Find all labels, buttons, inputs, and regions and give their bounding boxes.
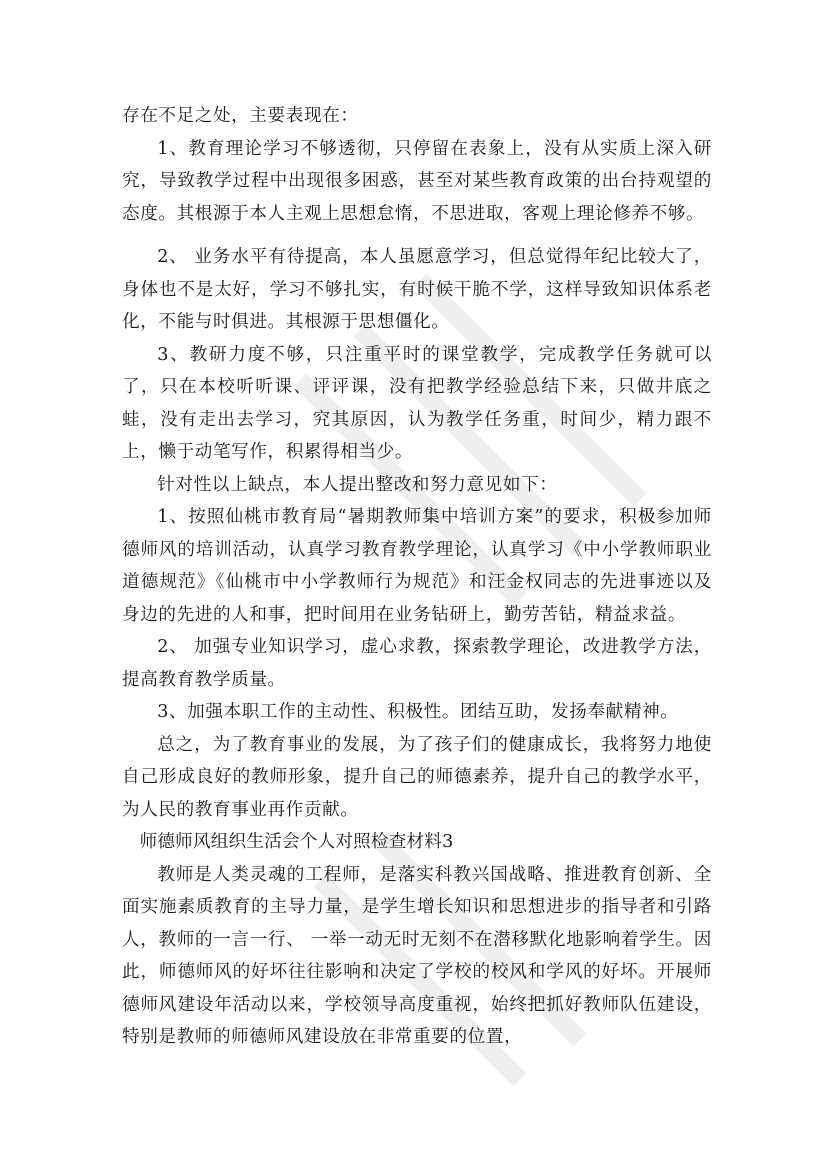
- document-body: [122, 100, 712, 1054]
- paragraph-point-1: 1、教育理论学习不够透彻，只停留在表象上，没有从实质上深入研究，导致教学过程中出现很多困惑，甚至对某些教育政策的出台持观望的态度。其根源于本人主观上思想怠惰，不思进取，客观上理论修养不够。: [122, 138, 712, 224]
- paragraph-section-3-body: 教师是人类灵魂的工程师，是落实科教兴国战略、推进教育创新、全面实施素质教育的主导力量，是学生增长知识和思想进步的指导者和引路人，教师的一言一行、 一举一动无时无刻不在潜移默化地影响着学生。因此，师德师风的好坏往往影响和决定了学校的校风和学风的好坏。开展师德师风建设年活动以来，学校领导高度重视，始终把抓好教师队伍建设，特别是教师的师德师风建设放在非常重要的位置，: [122, 864, 712, 1047]
- paragraph-measure-1: 1、按照仙桃市教育局“暑期教师集中培训方案”的要求，积极参加师德师风的培训活动，认真学习教育教学理论，认真学习《中小学教师职业道德规范》《仙桃市中小学教师行为规范》和汪金权同志的先进事迹以及身边的先进的人和事，把时间用在业务钻研上，勤劳苦钻，精益求益。: [122, 507, 712, 625]
- paragraph-intro: 存在不足之处，主要表现在：: [122, 106, 359, 126]
- paragraph-measure-3: 3、加强本职工作的主动性、积极性。团结互助，发扬奉献精神。: [157, 702, 679, 722]
- section-heading: 师德师风组织生活会个人对照检查材料3: [139, 832, 454, 852]
- paragraph-conclusion: 总之，为了教育事业的发展，为了孩子们的健康成长，我将努力地使自己形成良好的教师形象，提升自己的师德素养，提升自己的教学水平，为人民的教育事业再作贡献。: [122, 734, 712, 820]
- paragraph-rectification-intro: 针对性以上缺点，本人提出整改和努力意见如下：: [157, 474, 558, 495]
- paragraph-point-2: 2、 业务水平有待提高，本人虽愿意学习，但总觉得年纪比较大了，身体也不是太好，学习不够扎实，有时候干脆不学，这样导致知识体系老化，不能与时俱进。其根源于思想僵化。: [122, 247, 712, 332]
- paragraph-point-3: 3、教研力度不够，只注重平时的课堂教学，完成教学任务就可以了，只在本校听听课、评评课，没有把教学经验总结下来，只做井底之蛙，没有走出去学习，究其原因，认为教学任务重，时间少，精力跟不上，懒于动笔写作，积累得相当少。: [122, 344, 712, 462]
- paragraph-measure-2: 2、 加强专业知识学习，虚心求教，探索教学理论，改进教学方法，提高教育教学质量。: [122, 637, 712, 690]
